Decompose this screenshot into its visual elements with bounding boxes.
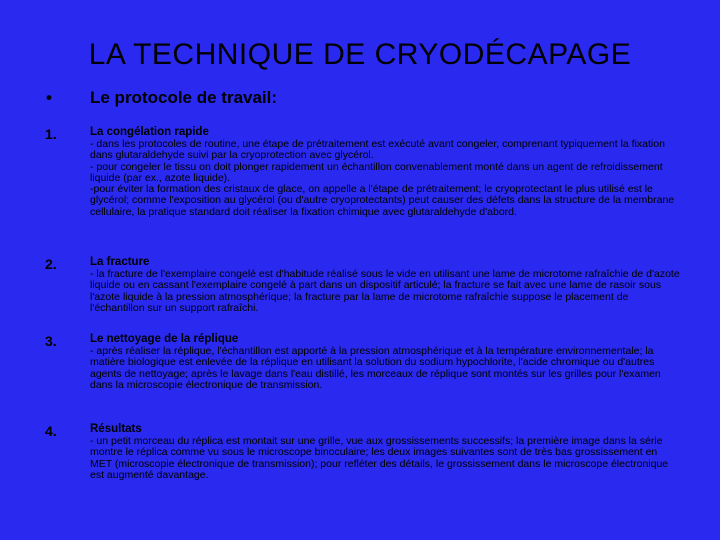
item-number: 4. <box>45 423 57 439</box>
item-heading: La fracture <box>90 256 150 268</box>
item-content <box>90 256 680 314</box>
slide-title: LA TECHNIQUE DE CRYODÉCAPAGE <box>88 38 632 71</box>
intro-bullet: • <box>46 88 52 107</box>
item-body: - la fracture de l'exemplaire congelé est d'habitude réalisé sous le vide en utilisant une lame de microtome rafraîchie de d'azote liquide ou en cassant l'exemplaire congelé à part dans un dispositif articulé; la fracture se fait avec une lame de rasoir sous l'azote liquide à la pression atmosphérique; la fracture par la lame de microtome rafraîchie suppose le placement de l'échantillon sur un support rafraîchi. <box>90 268 680 314</box>
item-content <box>90 126 680 218</box>
item-number: 3. <box>45 333 57 349</box>
item-body: - un petit morceau du réplica est montait sur une grille, vue aux grossissements successifs; la première image dans la série montre le réplica comme vu sous le microscope binoculaire; les deux images suivantes sont de très bas grossissement en MET (microscopie électronique de transmission); pour refléter des détails, le grossissement dans le microscope électronique est augmenté davantage. <box>90 435 669 481</box>
intro-heading: Le protocole de travail: <box>90 88 278 107</box>
item-body: - dans les protocoles de routine, une étape de prétraitement est exécuté avant congeler, comprenant typiquement la fixation dans glutaraldehyde suivi par la cryoprotection avec glycérol. - pour congeler le tissu on doit plonger rapidement un échantillon convenablement monté dans un agent de refroidissement liquide (par ex., azote liquide). -pour éviter la formation des cristaux de glace, on appelle a l'étape de prétraitement; le cryoprotectant le plus utilisé est le glycérol; comme l'exposition au glycérol (ou d'autre cryoprotectants) peut causer des défets dans la structure de la membrane cellulaire, la pratique standard doit réaliser la fixation chimique avec glutaraldehyde d'abord. <box>90 138 675 218</box>
item-content <box>90 423 680 481</box>
item-heading: La congélation rapide <box>90 126 209 138</box>
item-heading: Résultats <box>90 423 142 435</box>
item-body: - après réaliser la réplique, l'échantillon est apporté à la pression atmosphérique et à la température environnementale; la matière biologique est enlevée de la réplique en utilisant la solution du sodium hypochlorite, l'acide chromique ou d'autres agents de nettoyage; après le lavage dans l'eau distillé, les morceaux de réplique sont montés sur les grilles pour l'examen dans la microscopie électronique de transmission. <box>90 345 661 391</box>
item-content <box>90 333 680 391</box>
item-number: 2. <box>45 256 57 272</box>
item-heading: Le nettoyage de la réplique <box>90 333 239 345</box>
item-number: 1. <box>45 126 57 142</box>
